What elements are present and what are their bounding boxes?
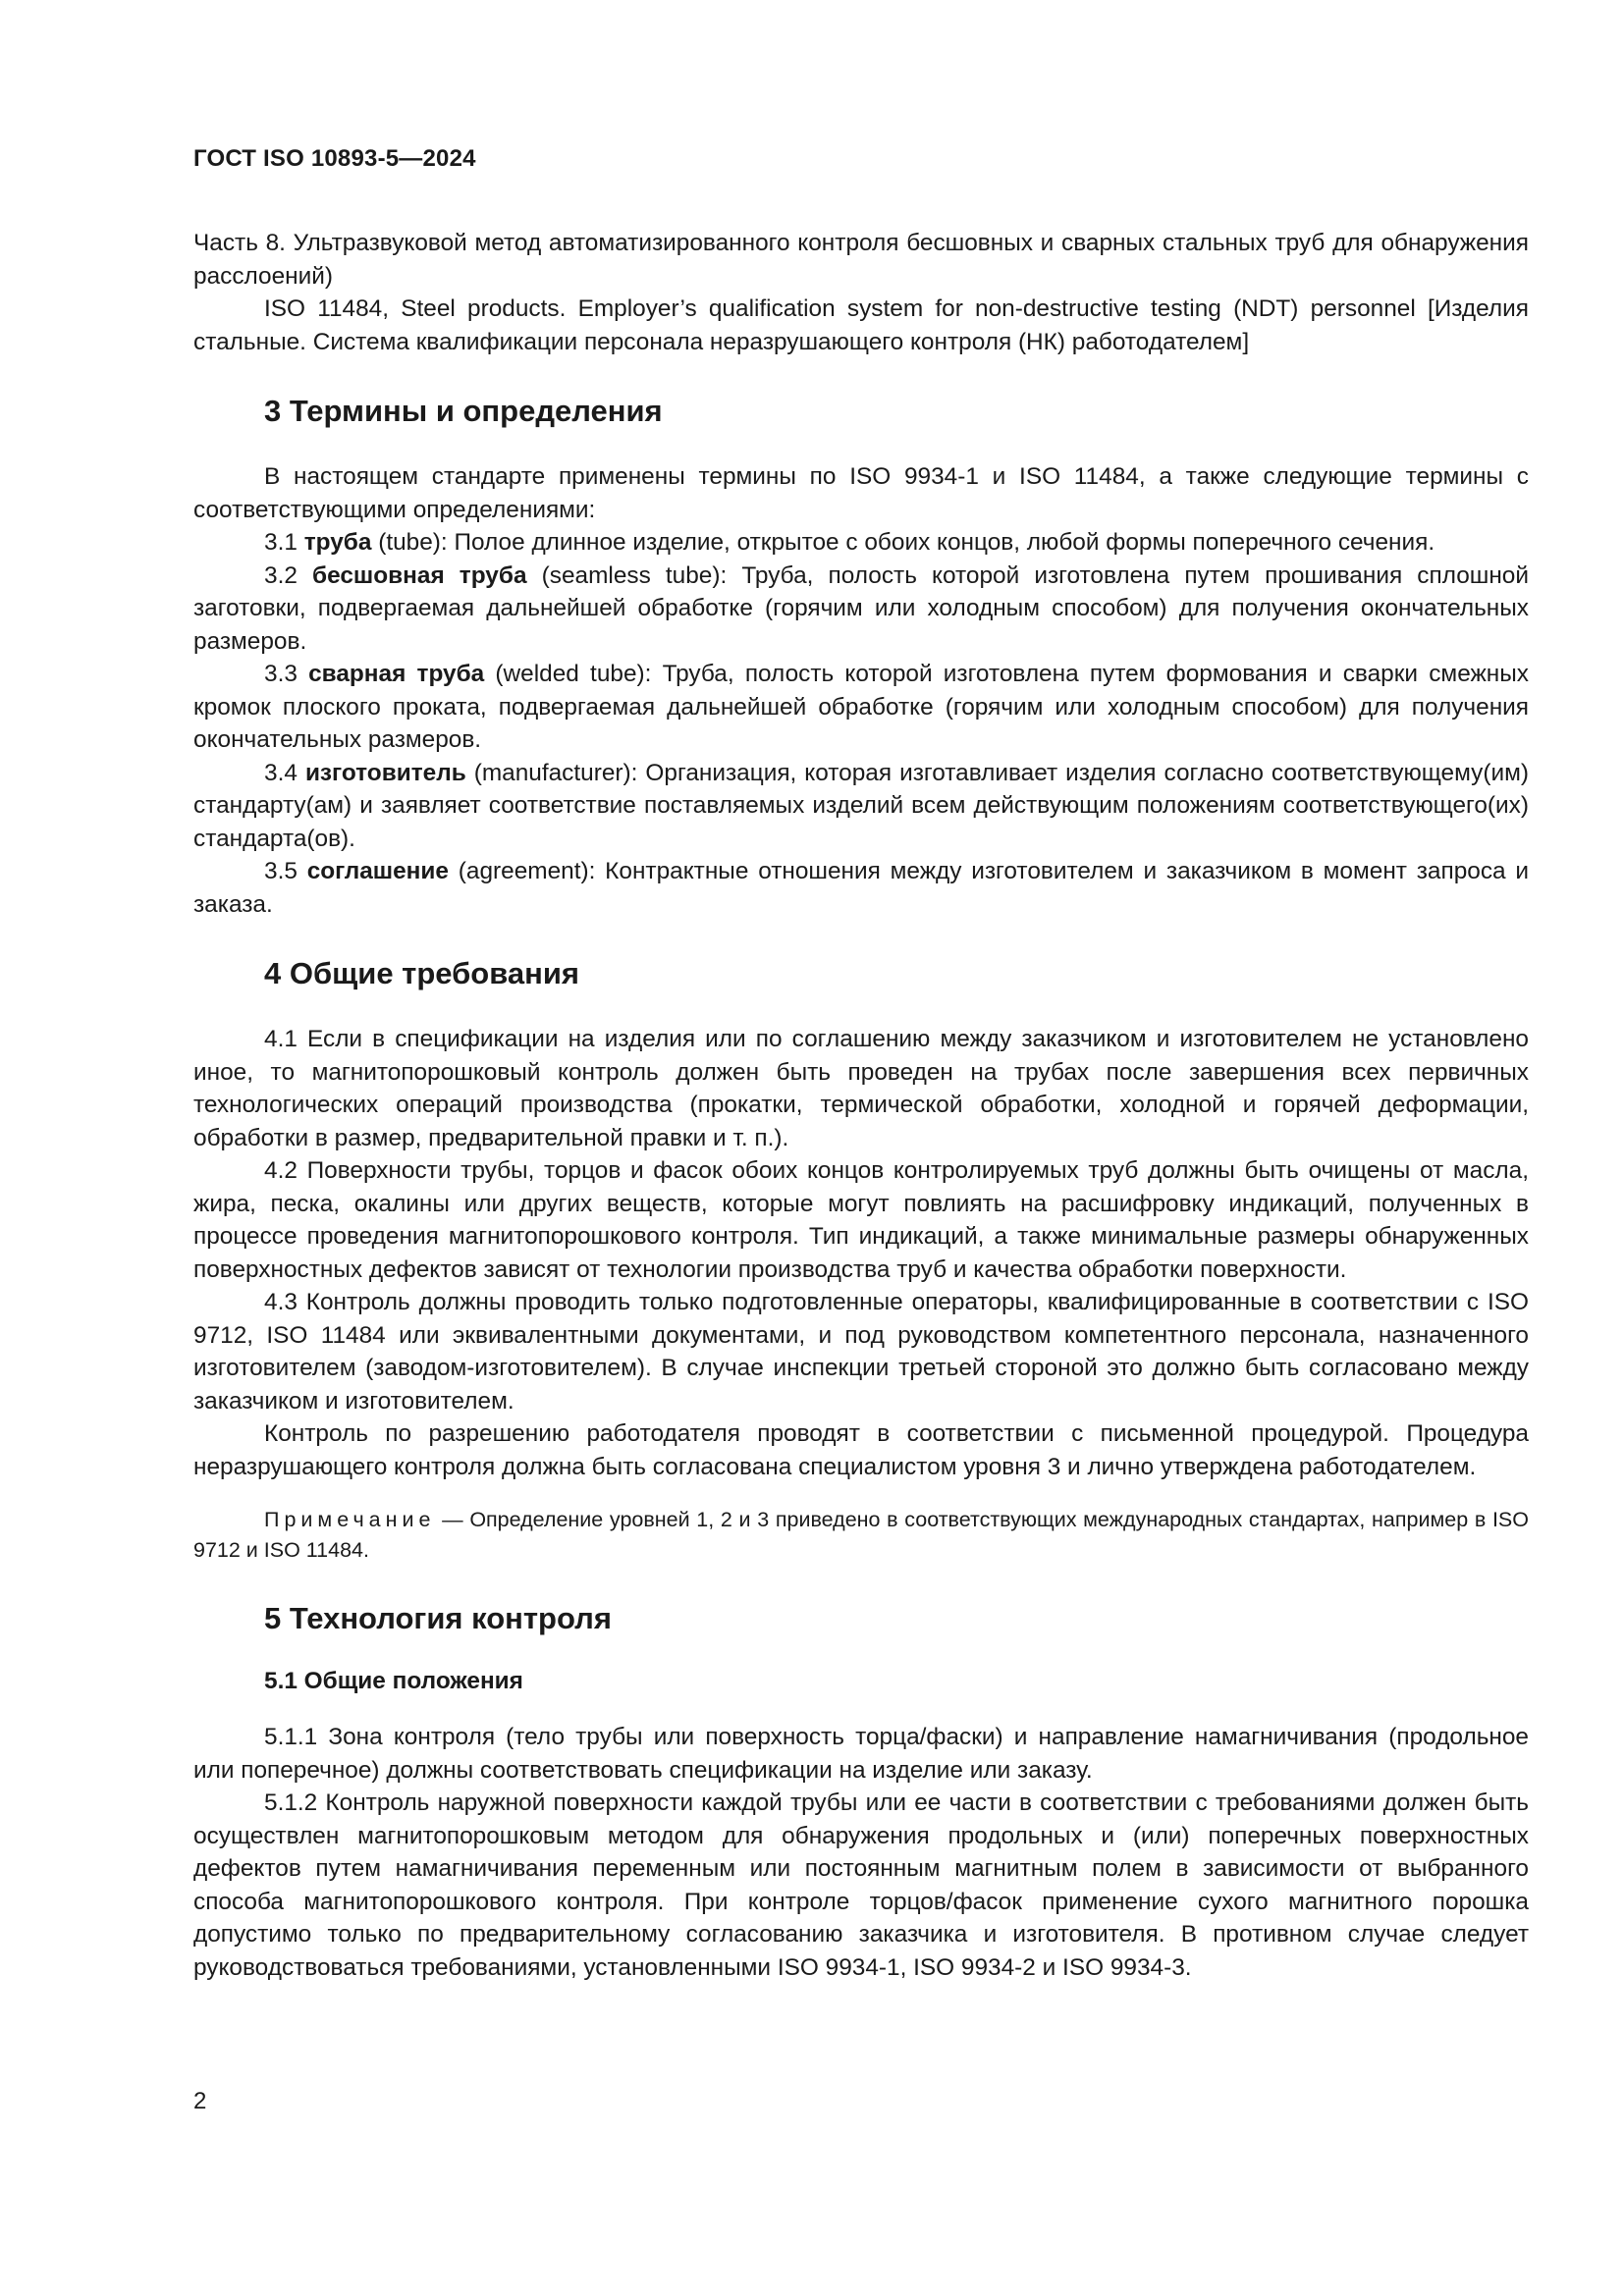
reference-iso-11484: ISO 11484, Steel products. Employer’s qualification system for non-destructive testing (NDT) personnel [Изделия стальные. Система квалификации персонала неразрушающего контроля (НК) работодателем] xyxy=(193,295,1529,355)
subsection-5-1-heading: 5.1 Общие положения xyxy=(264,1668,523,1694)
clause-4-1: 4.1 Если в спецификации на изделия или по соглашению между заказчиком и изготовителем не установлено иное, то магнитопорошковый контроль должен быть проведен на трубах после завершения всех первичных технологических операций производства (прокатки, термической обработки, холодной и горячей деформации, обработки в размер, предварительной правки и т. п.). xyxy=(193,1026,1529,1151)
document-header: ГОСТ ISO 10893-5—2024 xyxy=(193,145,476,172)
term-3-4: 3.4 изготовитель (manufacturer): Организация, которая изготавливает изделия согласно соответствующему(им) стандарту(ам) и заявляет соответствие поставляемых изделий всем действующим положениям соответствующего(их) стандарта(ов). xyxy=(193,759,1529,852)
term-3-5-name: соглашение xyxy=(306,858,449,884)
clause-5-1-1: 5.1.1 Зона контроля (тело трубы или поверхность торца/фаски) и направление намагничивания (продольное или поперечное) должны соответствовать спецификации на изделие или заказу. xyxy=(193,1724,1529,1784)
section-3-intro: В настоящем стандарте применены термины по ISO 9934-1 и ISO 11484, а также следующие термины с соответствующими определениями: xyxy=(193,463,1529,523)
note xyxy=(193,1505,1529,1566)
note-text: — Определение уровней 1, 2 и 3 приведено в соответствующих международных стандартах, например в ISO 9712 и ISO 11484. xyxy=(193,1508,1529,1562)
clause-5-1-2: 5.1.2 Контроль наружной поверхности каждой трубы или ее части в соответствии с требованиями должен быть осуществлен магнитопорошковым методом для обнаружения продольных и (или) поперечных поверхностных дефектов путем намагничивания переменным или постоянным магнитным полем в зависимости от выбранного способа магнитопорошкового контроля. При контроле торцов/фасок применение сухого магнитного порошка допустимо только по предварительному согласованию заказчика и изготовителя. В противном случае следует руководствоваться требованиями, установленными ISO 9934-1, ISO 9934-2 и ISO 9934-3. xyxy=(193,1789,1529,1981)
term-3-3: 3.3 сварная труба (welded tube): Труба, полость которой изготовлена путем формования и сварки смежных кромок плоского проката, подвергаемая дальнейшей обработке (горячим или холодным способом) для получения окончательных размеров. xyxy=(193,661,1529,753)
clause-4-2: 4.2 Поверхности трубы, торцов и фасок обоих концов контролируемых труб должны быть очищены от масла, жира, песка, окалины или других веществ, которые могут повлиять на расшифровку индикаций, полученных в процессе проведения магнитопорошкового контроля. Тип индикаций, а также минимальные размеры обнаруженных поверхностных дефектов зависят от технологии производства труб и качества обработки поверхности. xyxy=(193,1157,1529,1283)
reference-continuation: Часть 8. Ультразвуковой метод автоматизированного контроля бесшовных и сварных стальных труб для обнаружения расслоений) xyxy=(193,230,1529,290)
section-4-heading: 4 Общие требования xyxy=(264,956,579,990)
page-number: 2 xyxy=(193,2088,207,2114)
term-3-5: 3.5 соглашение (agreement): Контрактные отношения между изготовителем и заказчиком в момент запроса и заказа. xyxy=(193,858,1529,918)
term-3-2-name: бесшовная труба xyxy=(312,561,527,589)
term-3-1: 3.1 труба (tube): Полое длинное изделие, открытое с обоих концов, любой формы поперечного сечения. xyxy=(264,529,1435,556)
term-3-1-name: труба xyxy=(303,529,372,556)
clause-4-3: 4.3 Контроль должны проводить только подготовленные операторы, квалифицированные в соответствии с ISO 9712, ISO 11484 или эквивалентными документами, и под руководством компетентного персонала, назначенного изготовителем (заводом-изготовителем). В случае инспекции третьей стороной это должно быть согласовано между заказчиком и изготовителем. xyxy=(193,1289,1529,1415)
term-3-3-name: сварная труба xyxy=(308,661,485,687)
note-label: Примечание xyxy=(264,1508,436,1531)
document-page xyxy=(193,145,1529,1984)
term-3-2: 3.2 бесшовная труба (seamless tube): Труба, полость которой изготовлена путем прошивания сплошной заготовки, подвергаемая дальнейшей обработке (горячим или холодным способом) для получения окончательных размеров. xyxy=(193,561,1529,655)
section-5-heading: 5 Технология контроля xyxy=(264,1601,612,1635)
section-3-heading: 3 Термины и определения xyxy=(264,394,663,428)
term-3-4-name: изготовитель xyxy=(304,759,466,786)
clause-4-3-continued: Контроль по разрешению работодателя проводят в соответствии с письменной процедурой. Процедура неразрушающего контроля должна быть согласована специалистом уровня 3 и лично утверждена работодателем. xyxy=(193,1420,1529,1480)
